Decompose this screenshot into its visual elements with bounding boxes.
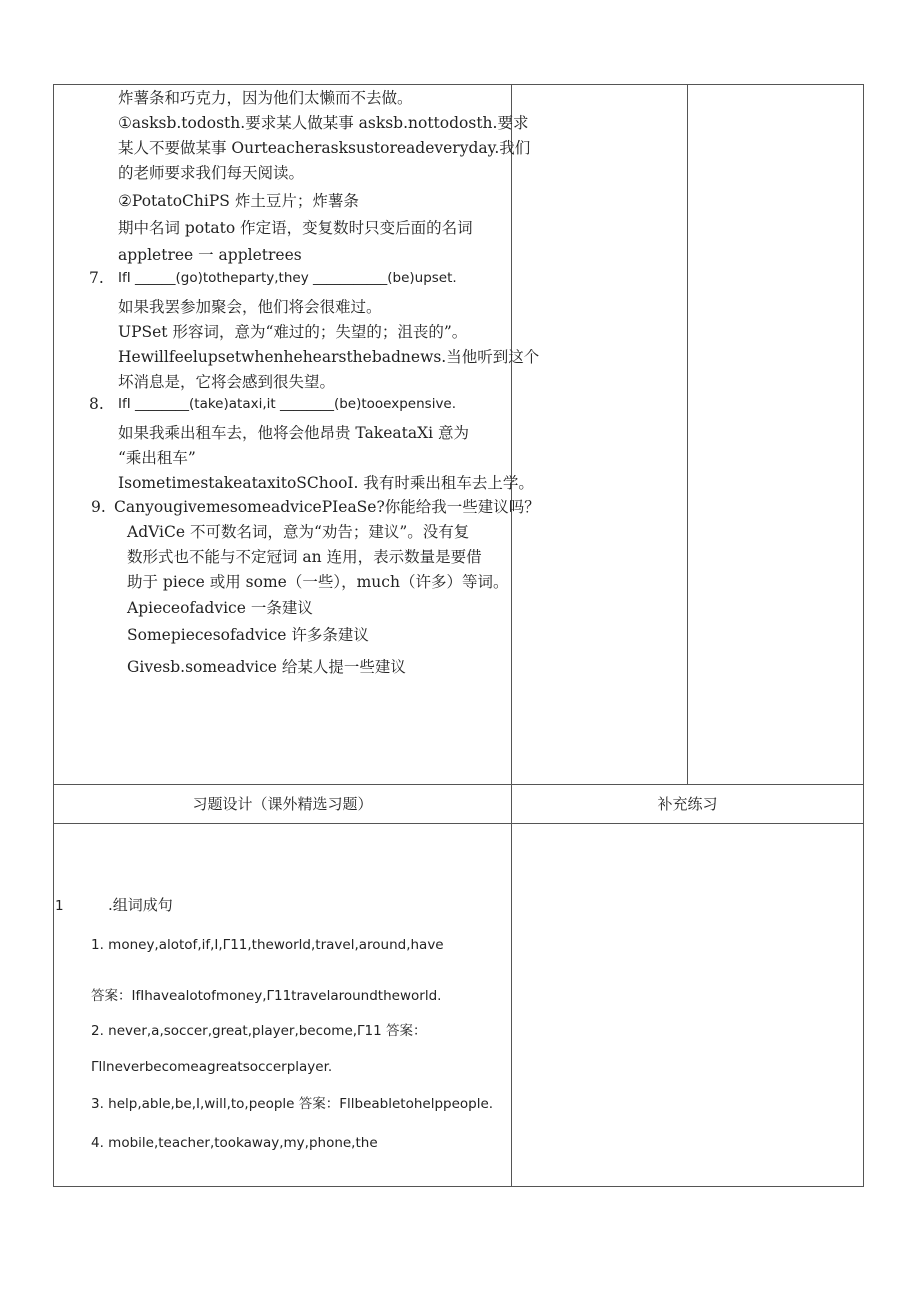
item-8-block <box>118 392 534 496</box>
section-title: .组词成句 <box>108 896 173 914</box>
item-9-number: 9. <box>91 498 106 516</box>
item-9-line: Apieceofadvice 一条建议 <box>127 599 313 617</box>
exercise-line: 1. money,alotof,if,I,Γ11,theworld,travel,around,have <box>91 937 444 953</box>
intro-line: 炸薯条和巧克力，因为他们太懒而不去做。 <box>118 89 413 107</box>
intro-line: ②PotatoChiPS 炸土豆片；炸薯条 <box>118 192 359 210</box>
intro-line: 期中名词 potato 作定语，变复数时只变后面的名词 <box>118 219 473 237</box>
item-7-line: UPSet 形容词，意为“难过的；失望的；沮丧的”。 <box>118 323 468 341</box>
item-8-line: “乘出租车” <box>118 449 196 467</box>
exercise-line: 4. mobile,teacher,tookaway,my,phone,the <box>91 1135 378 1151</box>
table-divider-upper <box>687 84 688 784</box>
item-7-question: IfI ______(go)totheparty,they ___________(be)upset. <box>118 270 457 286</box>
intro-block <box>118 86 530 268</box>
item-9-explanation <box>127 520 508 680</box>
table-border-header-bottom <box>53 823 864 824</box>
item-8-line: IsometimestakeataxitoSChooI. 我有时乘出租车去上学。 <box>118 474 534 492</box>
table-border-left <box>53 84 54 1187</box>
item-8-question: IfI ________(take)ataxi,it ________(be)tooexpensive. <box>118 396 457 412</box>
item-7-line: Hewillfeelupsetwhenhehearsthebadnews.当他听到这个 <box>118 348 540 366</box>
table-border-bottom <box>53 1186 864 1187</box>
item-9-line: Givesb.someadvice 给某人提一些建议 <box>127 658 406 676</box>
item-8-number: 8. <box>89 395 104 413</box>
header-exercise-design: 习题设计（课外精选习题） <box>192 795 373 813</box>
table-border-top <box>53 84 864 85</box>
table-border-right <box>863 84 864 1187</box>
item-7-line: 如果我罢参加聚会，他们将会很难过。 <box>118 298 382 316</box>
item-9-line: 数形式也不能与不定冠词 an 连用，表示数量是要借 <box>127 548 482 566</box>
intro-line: ①asksb.todosth.要求某人做某事 asksb.nottodosth.要求 <box>118 114 529 132</box>
exercise-line: 2. never,a,soccer,great,player,become,Γ11 答案： <box>91 1023 427 1039</box>
item-9-line: AdViCe 不可数名词，意为“劝告；建议”。没有复 <box>127 523 470 541</box>
item-9-question: CanyougivemesomeadvicePIeaSe?你能给我一些建议吗？ <box>114 498 540 516</box>
header-supplementary-practice: 补充练习 <box>657 795 718 813</box>
item-7-line: 坏消息是，它将会感到很失望。 <box>118 373 336 391</box>
intro-line: 的老师要求我们每天阅读。 <box>118 164 305 182</box>
item-7-number: 7. <box>89 269 104 287</box>
exercise-answer-line: Γllneverbecomeagreatsoccerplayer. <box>91 1059 333 1075</box>
intro-line: appletree 一 appletrees <box>118 246 302 264</box>
intro-line: 某人不要做某事 Ourteacherasksustoreadeveryday.我们 <box>118 139 531 157</box>
item-9-block <box>114 495 540 520</box>
table-border-header-top <box>53 784 864 785</box>
item-7-block <box>118 266 539 395</box>
item-9-line: Somepiecesofadvice 许多条建议 <box>127 626 369 644</box>
exercise-line: 3. help,able,be,I,will,to,people 答案：Fllbeabletohelppeople. <box>91 1096 494 1112</box>
exercise-answer-line: 答案：IfIhavealotofmoney,Γ11travelaroundtheworld. <box>91 988 442 1004</box>
item-8-line: 如果我乘出租车去，他将会他昂贵 TakeataXi 意为 <box>118 424 469 442</box>
section-number: 1 <box>55 898 64 914</box>
item-9-line: 助于 piece 或用 some（一些），much（许多）等词。 <box>127 573 509 591</box>
